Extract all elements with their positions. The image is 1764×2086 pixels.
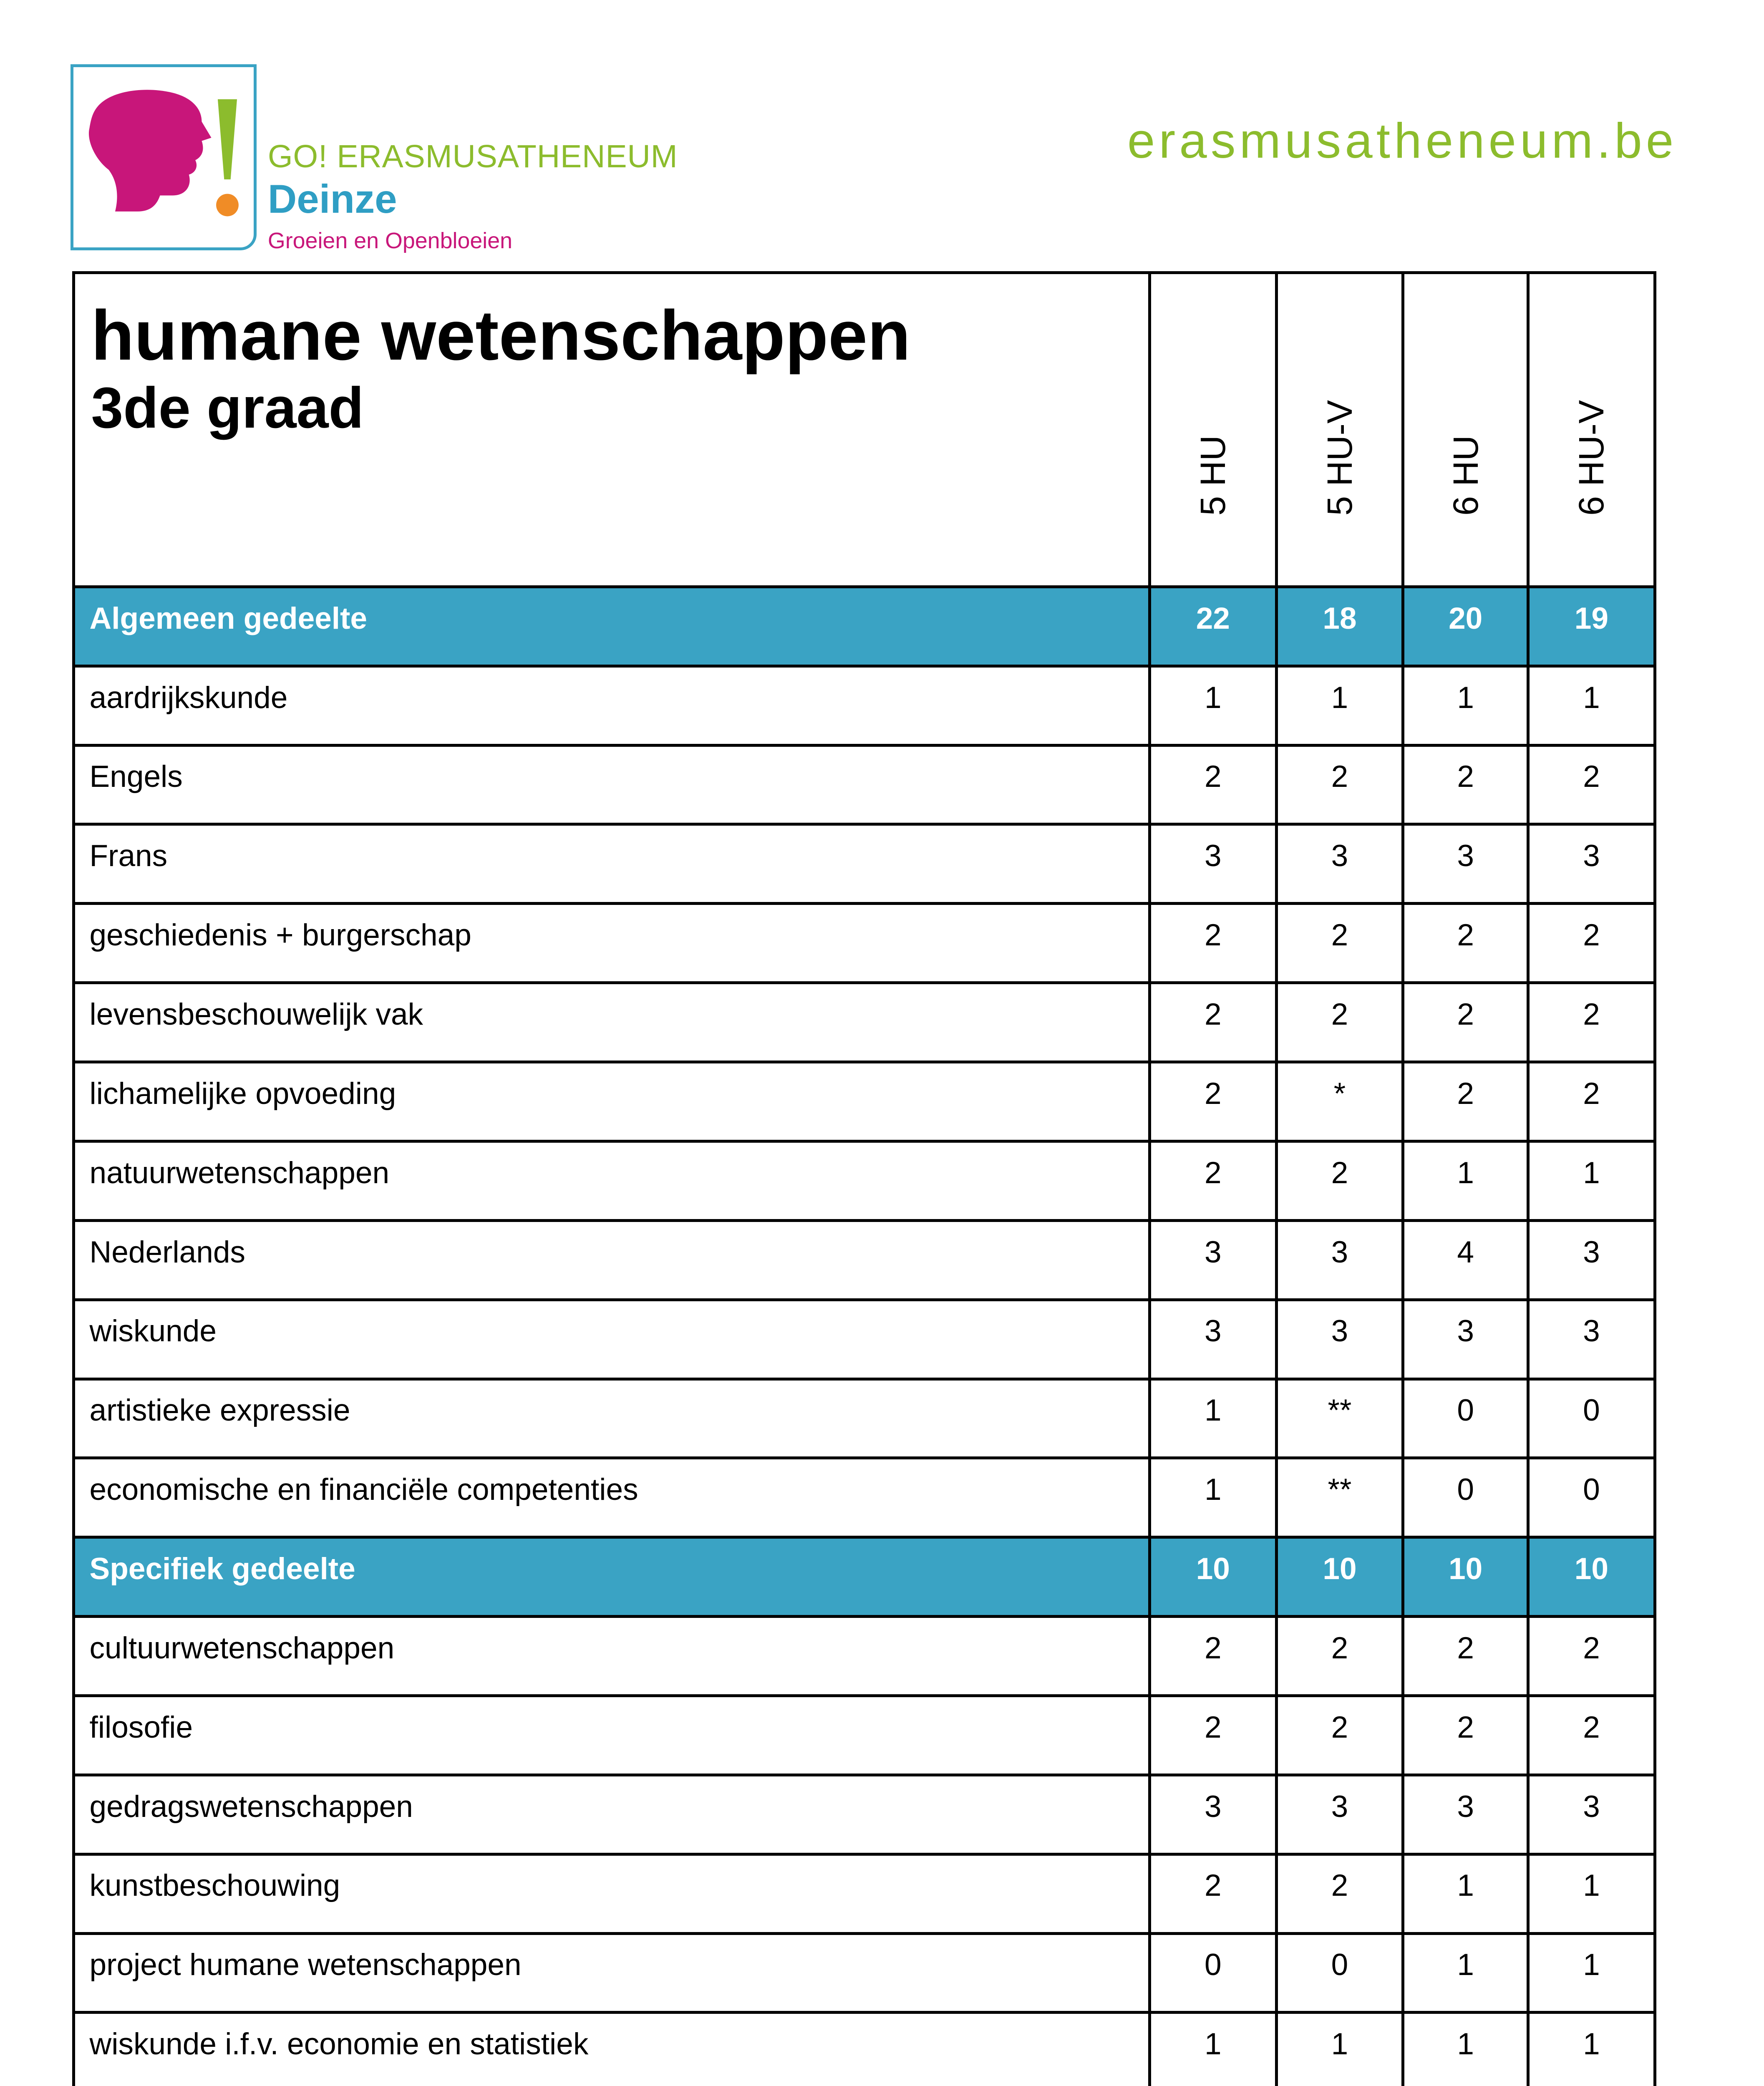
hours-cell: 3 — [1150, 1220, 1277, 1300]
hours-cell: 1 — [1403, 1141, 1528, 1220]
table-row — [73, 904, 1655, 983]
hours-cell: 3 — [1150, 1300, 1277, 1379]
column-header — [1528, 272, 1655, 587]
subject-cell: Engels — [73, 745, 1149, 824]
hours-cell: * — [1276, 1062, 1403, 1141]
hours-cell: 2 — [1403, 904, 1528, 983]
hours-cell: 3 — [1150, 1775, 1277, 1854]
hours-cell: 2 — [1528, 1062, 1655, 1141]
table-row — [73, 1379, 1655, 1458]
subject-cell: filosofie — [73, 1696, 1149, 1775]
hours-cell: 2 — [1150, 745, 1277, 824]
hours-cell: 2 — [1150, 1141, 1277, 1220]
logo-head-icon — [73, 67, 260, 253]
table-header-row — [73, 272, 1655, 587]
subject-cell: lichamelijke opvoeding — [73, 1062, 1149, 1141]
hours-cell: 1 — [1528, 1854, 1655, 1933]
column-header — [1276, 272, 1403, 587]
hours-cell: 1 — [1403, 1933, 1528, 2013]
table-row — [73, 1854, 1655, 1933]
school-city: Deinze — [267, 176, 397, 222]
hours-cell: 4 — [1403, 1220, 1528, 1300]
website-link[interactable]: erasmusatheneum.be — [1127, 113, 1678, 169]
hours-cell: 3 — [1150, 824, 1277, 904]
section-row — [73, 1537, 1655, 1617]
subject-cell: natuurwetenschappen — [73, 1141, 1149, 1220]
hours-cell: 2 — [1276, 1617, 1403, 1696]
hours-cell: 2 — [1403, 1617, 1528, 1696]
hours-cell: 2 — [1528, 745, 1655, 824]
hours-cell: 0 — [1528, 1379, 1655, 1458]
hours-cell: 1 — [1528, 666, 1655, 745]
hours-cell: 1 — [1150, 1379, 1277, 1458]
subject-cell: wiskunde i.f.v. economie en statistiek — [73, 2013, 1149, 2086]
subject-cell: wiskunde — [73, 1300, 1149, 1379]
hours-cell: 2 — [1403, 745, 1528, 824]
hours-cell: 10 — [1528, 1537, 1655, 1617]
hours-cell: 1 — [1150, 2013, 1277, 2086]
hours-cell: 3 — [1528, 1300, 1655, 1379]
table-row — [73, 666, 1655, 745]
section-row — [73, 587, 1655, 666]
table-row — [73, 1300, 1655, 1379]
table-row — [73, 1775, 1655, 1854]
hours-cell: 0 — [1150, 1933, 1277, 2013]
table-row — [73, 1617, 1655, 1696]
hours-cell: 2 — [1150, 1854, 1277, 1933]
hours-cell: 2 — [1403, 1696, 1528, 1775]
subject-cell: geschiedenis + burgerschap — [73, 904, 1149, 983]
hours-cell: 3 — [1528, 824, 1655, 904]
hours-cell: 22 — [1150, 587, 1277, 666]
hours-cell: ** — [1276, 1458, 1403, 1537]
hours-cell: 3 — [1276, 1300, 1403, 1379]
hours-cell: 2 — [1150, 983, 1277, 1062]
hours-cell: 2 — [1528, 983, 1655, 1062]
hours-cell: 0 — [1403, 1458, 1528, 1537]
school-slogan: Groeien en Openbloeien — [267, 228, 513, 253]
hours-cell: 2 — [1528, 904, 1655, 983]
subject-cell: kunstbeschouwing — [73, 1854, 1149, 1933]
table-subtitle: 3de graad — [91, 375, 364, 440]
table-row — [73, 983, 1655, 1062]
hours-cell: 2 — [1150, 1062, 1277, 1141]
hours-cell: 1 — [1528, 1933, 1655, 2013]
subject-cell: project humane wetenschappen — [73, 1933, 1149, 2013]
hours-cell: 3 — [1276, 824, 1403, 904]
hours-cell: 3 — [1276, 1775, 1403, 1854]
subject-cell: gedragswetenschappen — [73, 1775, 1149, 1854]
table-row — [73, 1062, 1655, 1141]
hours-cell: 3 — [1528, 1220, 1655, 1300]
hours-cell: 3 — [1403, 1775, 1528, 1854]
hours-cell: 10 — [1403, 1537, 1528, 1617]
hours-cell: 2 — [1276, 983, 1403, 1062]
hours-cell: 2 — [1403, 1062, 1528, 1141]
table-row — [73, 1141, 1655, 1220]
column-label: 5 HU-V — [1319, 400, 1359, 516]
hours-cell: 2 — [1403, 983, 1528, 1062]
hours-cell: 3 — [1403, 1300, 1528, 1379]
subject-cell: aardrijkskunde — [73, 666, 1149, 745]
hours-cell: 1 — [1150, 666, 1277, 745]
table-row — [73, 1696, 1655, 1775]
subject-cell: Frans — [73, 824, 1149, 904]
column-label: 5 HU — [1193, 435, 1233, 516]
hours-cell: ** — [1276, 1379, 1403, 1458]
table-row — [73, 2013, 1655, 2086]
hours-cell: 1 — [1403, 2013, 1528, 2086]
hours-cell: 0 — [1403, 1379, 1528, 1458]
subject-cell: cultuurwetenschappen — [73, 1617, 1149, 1696]
hours-cell: 2 — [1276, 904, 1403, 983]
hours-cell: 19 — [1528, 587, 1655, 666]
hours-cell: 2 — [1150, 1617, 1277, 1696]
hours-cell: 10 — [1150, 1537, 1277, 1617]
school-name: GO! ERASMUSATHENEUM — [267, 138, 678, 174]
hours-cell: 2 — [1276, 1141, 1403, 1220]
lessons-table — [72, 271, 1656, 2086]
hours-cell: 2 — [1276, 1854, 1403, 1933]
hours-cell: 1 — [1403, 1854, 1528, 1933]
table-row — [73, 1458, 1655, 1537]
hours-cell: 1 — [1150, 1458, 1277, 1537]
table-row — [73, 1220, 1655, 1300]
hours-cell: 1 — [1403, 666, 1528, 745]
table-row — [73, 824, 1655, 904]
subject-cell: artistieke expressie — [73, 1379, 1149, 1458]
subject-cell: economische en financiële competenties — [73, 1458, 1149, 1537]
hours-cell: 0 — [1528, 1458, 1655, 1537]
hours-cell: 1 — [1528, 2013, 1655, 2086]
hours-cell: 2 — [1150, 1696, 1277, 1775]
title-cell — [73, 272, 1149, 587]
table-row — [73, 1933, 1655, 2013]
table-title: humane wetenschappen — [91, 296, 911, 375]
hours-cell: 1 — [1528, 1141, 1655, 1220]
hours-cell: 2 — [1528, 1617, 1655, 1696]
hours-cell: 1 — [1276, 2013, 1403, 2086]
hours-cell: 1 — [1276, 666, 1403, 745]
hours-cell: 20 — [1403, 587, 1528, 666]
hours-cell: 3 — [1528, 1775, 1655, 1854]
hours-cell: 2 — [1528, 1696, 1655, 1775]
hours-cell: 10 — [1276, 1537, 1403, 1617]
subject-cell: Specifiek gedeelte — [73, 1537, 1149, 1617]
hours-cell: 3 — [1276, 1220, 1403, 1300]
table-row — [73, 745, 1655, 824]
column-header — [1403, 272, 1528, 587]
hours-cell: 2 — [1150, 904, 1277, 983]
hours-cell: 2 — [1276, 1696, 1403, 1775]
column-label: 6 HU-V — [1571, 400, 1611, 516]
school-logo — [71, 64, 257, 250]
hours-cell: 0 — [1276, 1933, 1403, 2013]
subject-cell: levensbeschouwelijk vak — [73, 983, 1149, 1062]
column-header — [1150, 272, 1277, 587]
hours-cell: 18 — [1276, 587, 1403, 666]
subject-cell: Algemeen gedeelte — [73, 587, 1149, 666]
hours-cell: 2 — [1276, 745, 1403, 824]
column-label: 6 HU — [1445, 435, 1485, 516]
subject-cell: Nederlands — [73, 1220, 1149, 1300]
hours-cell: 3 — [1403, 824, 1528, 904]
